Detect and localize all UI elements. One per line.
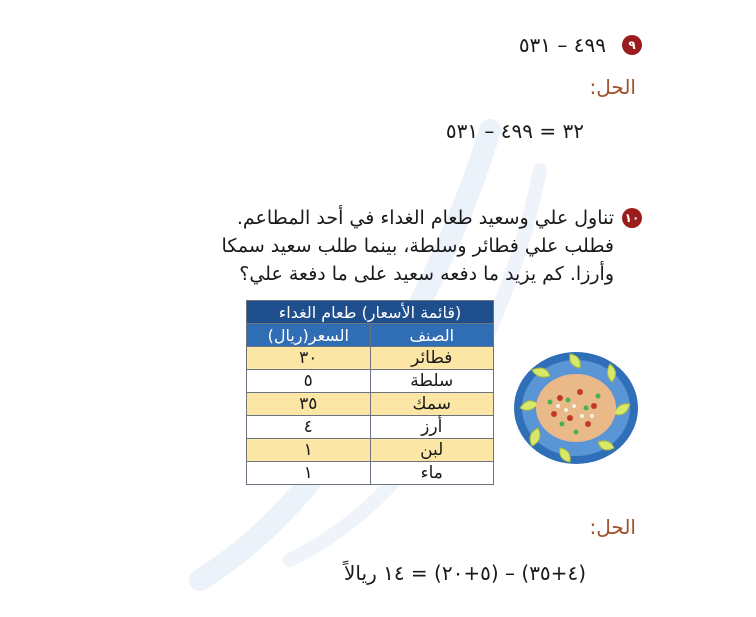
item-cell: أرز	[370, 416, 494, 439]
question-10-solution: (٤+٣٥) – (٥+٢٠) = ١٤ ريالاً	[344, 561, 586, 585]
salad-plate-icon	[510, 348, 642, 468]
table-row	[247, 370, 494, 393]
item-cell: سلطة	[370, 370, 494, 393]
question-10-line-3: وأرزا. كم يزيد ما دفعه سعيد على ما دفعة علي؟	[239, 263, 614, 285]
question-9-expression: ٤٩٩ – ٥٣١	[518, 33, 606, 57]
column-header-price: السعر(ريال)	[247, 324, 371, 347]
question-9-solution-label: الحل:	[589, 75, 636, 99]
price-cell: ٤	[247, 416, 371, 439]
table-row	[247, 462, 494, 485]
price-cell: ٥	[247, 370, 371, 393]
price-cell: ٣٠	[247, 347, 371, 370]
table-row	[247, 439, 494, 462]
column-header-item: الصنف	[370, 324, 494, 347]
question-10-badge: ١٠	[622, 208, 642, 228]
question-10-solution-label: الحل:	[589, 515, 636, 539]
price-cell: ٣٥	[247, 393, 371, 416]
question-10-line-2: فطلب علي فطائر وسلطة، بينما طلب سعيد سمكا	[221, 235, 614, 257]
item-cell: لبن	[370, 439, 494, 462]
question-10-line-1: تناول علي وسعيد طعام الغداء في أحد المطاعم.	[236, 207, 614, 229]
table-row	[247, 347, 494, 370]
price-table-title: (قائمة الأسعار) طعام الغداء	[247, 301, 494, 324]
price-cell: ١	[247, 462, 371, 485]
price-cell: ١	[247, 439, 371, 462]
question-9-solution: ٣٢ = ٤٩٩ – ٥٣١	[445, 119, 584, 143]
question-9-badge: ٩	[622, 35, 642, 55]
table-row	[247, 416, 494, 439]
item-cell: سمك	[370, 393, 494, 416]
item-cell: ماء	[370, 462, 494, 485]
table-row	[247, 393, 494, 416]
item-cell: فطائر	[370, 347, 494, 370]
question-10-text	[154, 204, 614, 288]
price-table	[246, 300, 494, 485]
